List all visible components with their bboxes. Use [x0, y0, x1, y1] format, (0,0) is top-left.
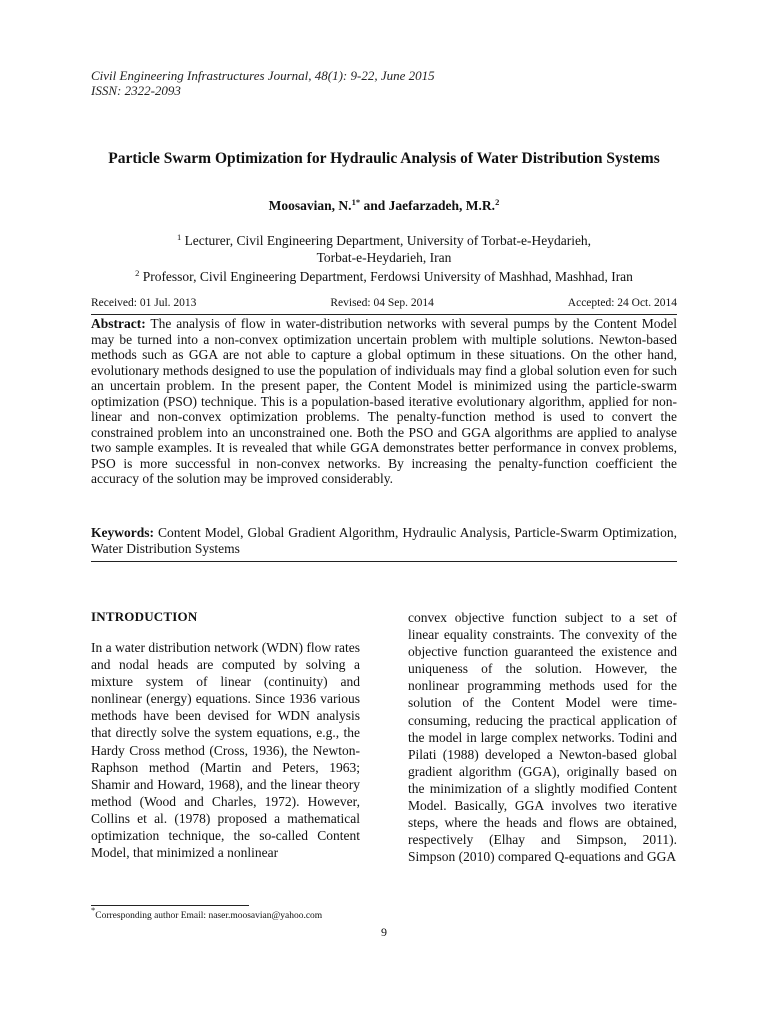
accepted-date: Accepted: 24 Oct. 2014 [567, 297, 677, 309]
received-date: Received: 01 Jul. 2013 [91, 297, 197, 309]
body-column-left: In a water distribution network (WDN) flow rates and nodal heads are computed by solving a mixture system of linear (continuity) and nonlinear (energy) equations. Since 1936 various methods have been devised for WDN analysis that directly solve the system equations, e.g., the Hardy Cross method (Cross, 1936), the Newton-Raphson method (Martin and Peters, 1963; Shamir and Howard, 1968), and the linear theory method (Wood and Charles, 1972). However, Collins et al. (1978) proposed a mathematical optimization technique, the so-called Content Model, that minimized a nonlinear [91, 640, 360, 861]
abstract-text: The analysis of flow in water-distribution networks with several pumps by the Content Model may be turned into a non-convex optimization uncertain problem with multiple solutions. Newton-based methods such as GGA are not able to capture a global optimum in these situations. On the other hand, evolutionary methods designed to use the population of individuals may find a global solution even for such an uncertain problem. In the present paper, the Content Model is minimized using the particle-swarm optimization (PSO) technique. This is a population-based iterative evolutionary algorithm, applied for non-linear and non-convex optimization problems. The penalty-function method is used to convert the constrained problem into an unconstrained one. Both the PSO and GGA algorithms are applied to analyse two sample examples. It is revealed that while GGA demonstrates better performance in convex problems, PSO is more successful in non-convex networks. By increasing the penalty-function coefficient the accuracy of the solution may be improved considerably. [91, 316, 677, 486]
affiliation-2-text: Professor, Civil Engineering Department, Ferdowsi University of Mashhad, Mashhad, Iran [139, 269, 633, 284]
affiliation-1-line-1 [60, 232, 708, 249]
revised-date: Revised: 04 Sep. 2014 [330, 297, 434, 309]
author-2-marker: 2 [495, 197, 500, 207]
keywords-text: Content Model, Global Gradient Algorithm, Hydraulic Analysis, Particle-Swarm Optimization, Water Distribution Systems [91, 525, 677, 556]
author-joiner: and Jaefarzadeh, M.R. [360, 198, 496, 213]
affiliation-1-line-2: Torbat-e-Heydarieh, Iran [316, 250, 452, 265]
affiliation-1 [60, 232, 708, 266]
journal-citation: Civil Engineering Infrastructures Journal, 48(1): 9-22, June 2015 [91, 68, 435, 83]
journal-issn: ISSN: 2322-2093 [91, 83, 181, 98]
body-column-right: convex objective function subject to a set of linear equality constraints. The convexity of the objective function guaranteed the existence and uniqueness of the solution. However, the nonlinear programming methods used for the solution of the Content Model were time-consuming, reducing the practical application of the model in large complex networks. Todini and Pilati (1988) developed a Newton-based global gradient algorithm (GGA), originally based on the minimization of a slightly modified Content Model. Basically, GGA involves two iterative steps, where the heads and flows are obtained, respectively (Elhay and Simpson, 2011). Simpson (2010) compared Q-equations and GGA [408, 610, 677, 865]
keywords-bottom-rule [91, 561, 677, 562]
keywords [91, 525, 677, 557]
affiliation-2 [60, 268, 708, 285]
affiliation-1-text: Lecturer, Civil Engineering Department, University of Torbat-e-Heydarieh, [181, 233, 592, 248]
author-1: Moosavian, N. [268, 198, 352, 213]
footnote-text: Corresponding author Email: naser.moosavian@yahoo.com [95, 911, 323, 921]
section-heading-introduction: INTRODUCTION [91, 609, 198, 624]
author-line [60, 198, 708, 214]
submission-dates [91, 297, 677, 309]
keywords-label: Keywords: [91, 525, 154, 540]
author-1-marker: 1* [351, 197, 361, 207]
journal-header [91, 68, 435, 98]
footnote-marker: * [91, 905, 96, 915]
affiliation-1-marker: 1 [176, 232, 182, 242]
affiliation-2-marker: 2 [135, 268, 140, 278]
abstract-top-rule [91, 314, 677, 315]
page-number: 9 [381, 925, 387, 939]
footnote-rule [91, 905, 249, 906]
abstract [91, 316, 677, 487]
corresponding-author-footnote [91, 905, 323, 921]
abstract-label: Abstract: [91, 316, 146, 331]
paper-title: Particle Swarm Optimization for Hydraulic Analysis of Water Distribution Systems [108, 150, 660, 167]
